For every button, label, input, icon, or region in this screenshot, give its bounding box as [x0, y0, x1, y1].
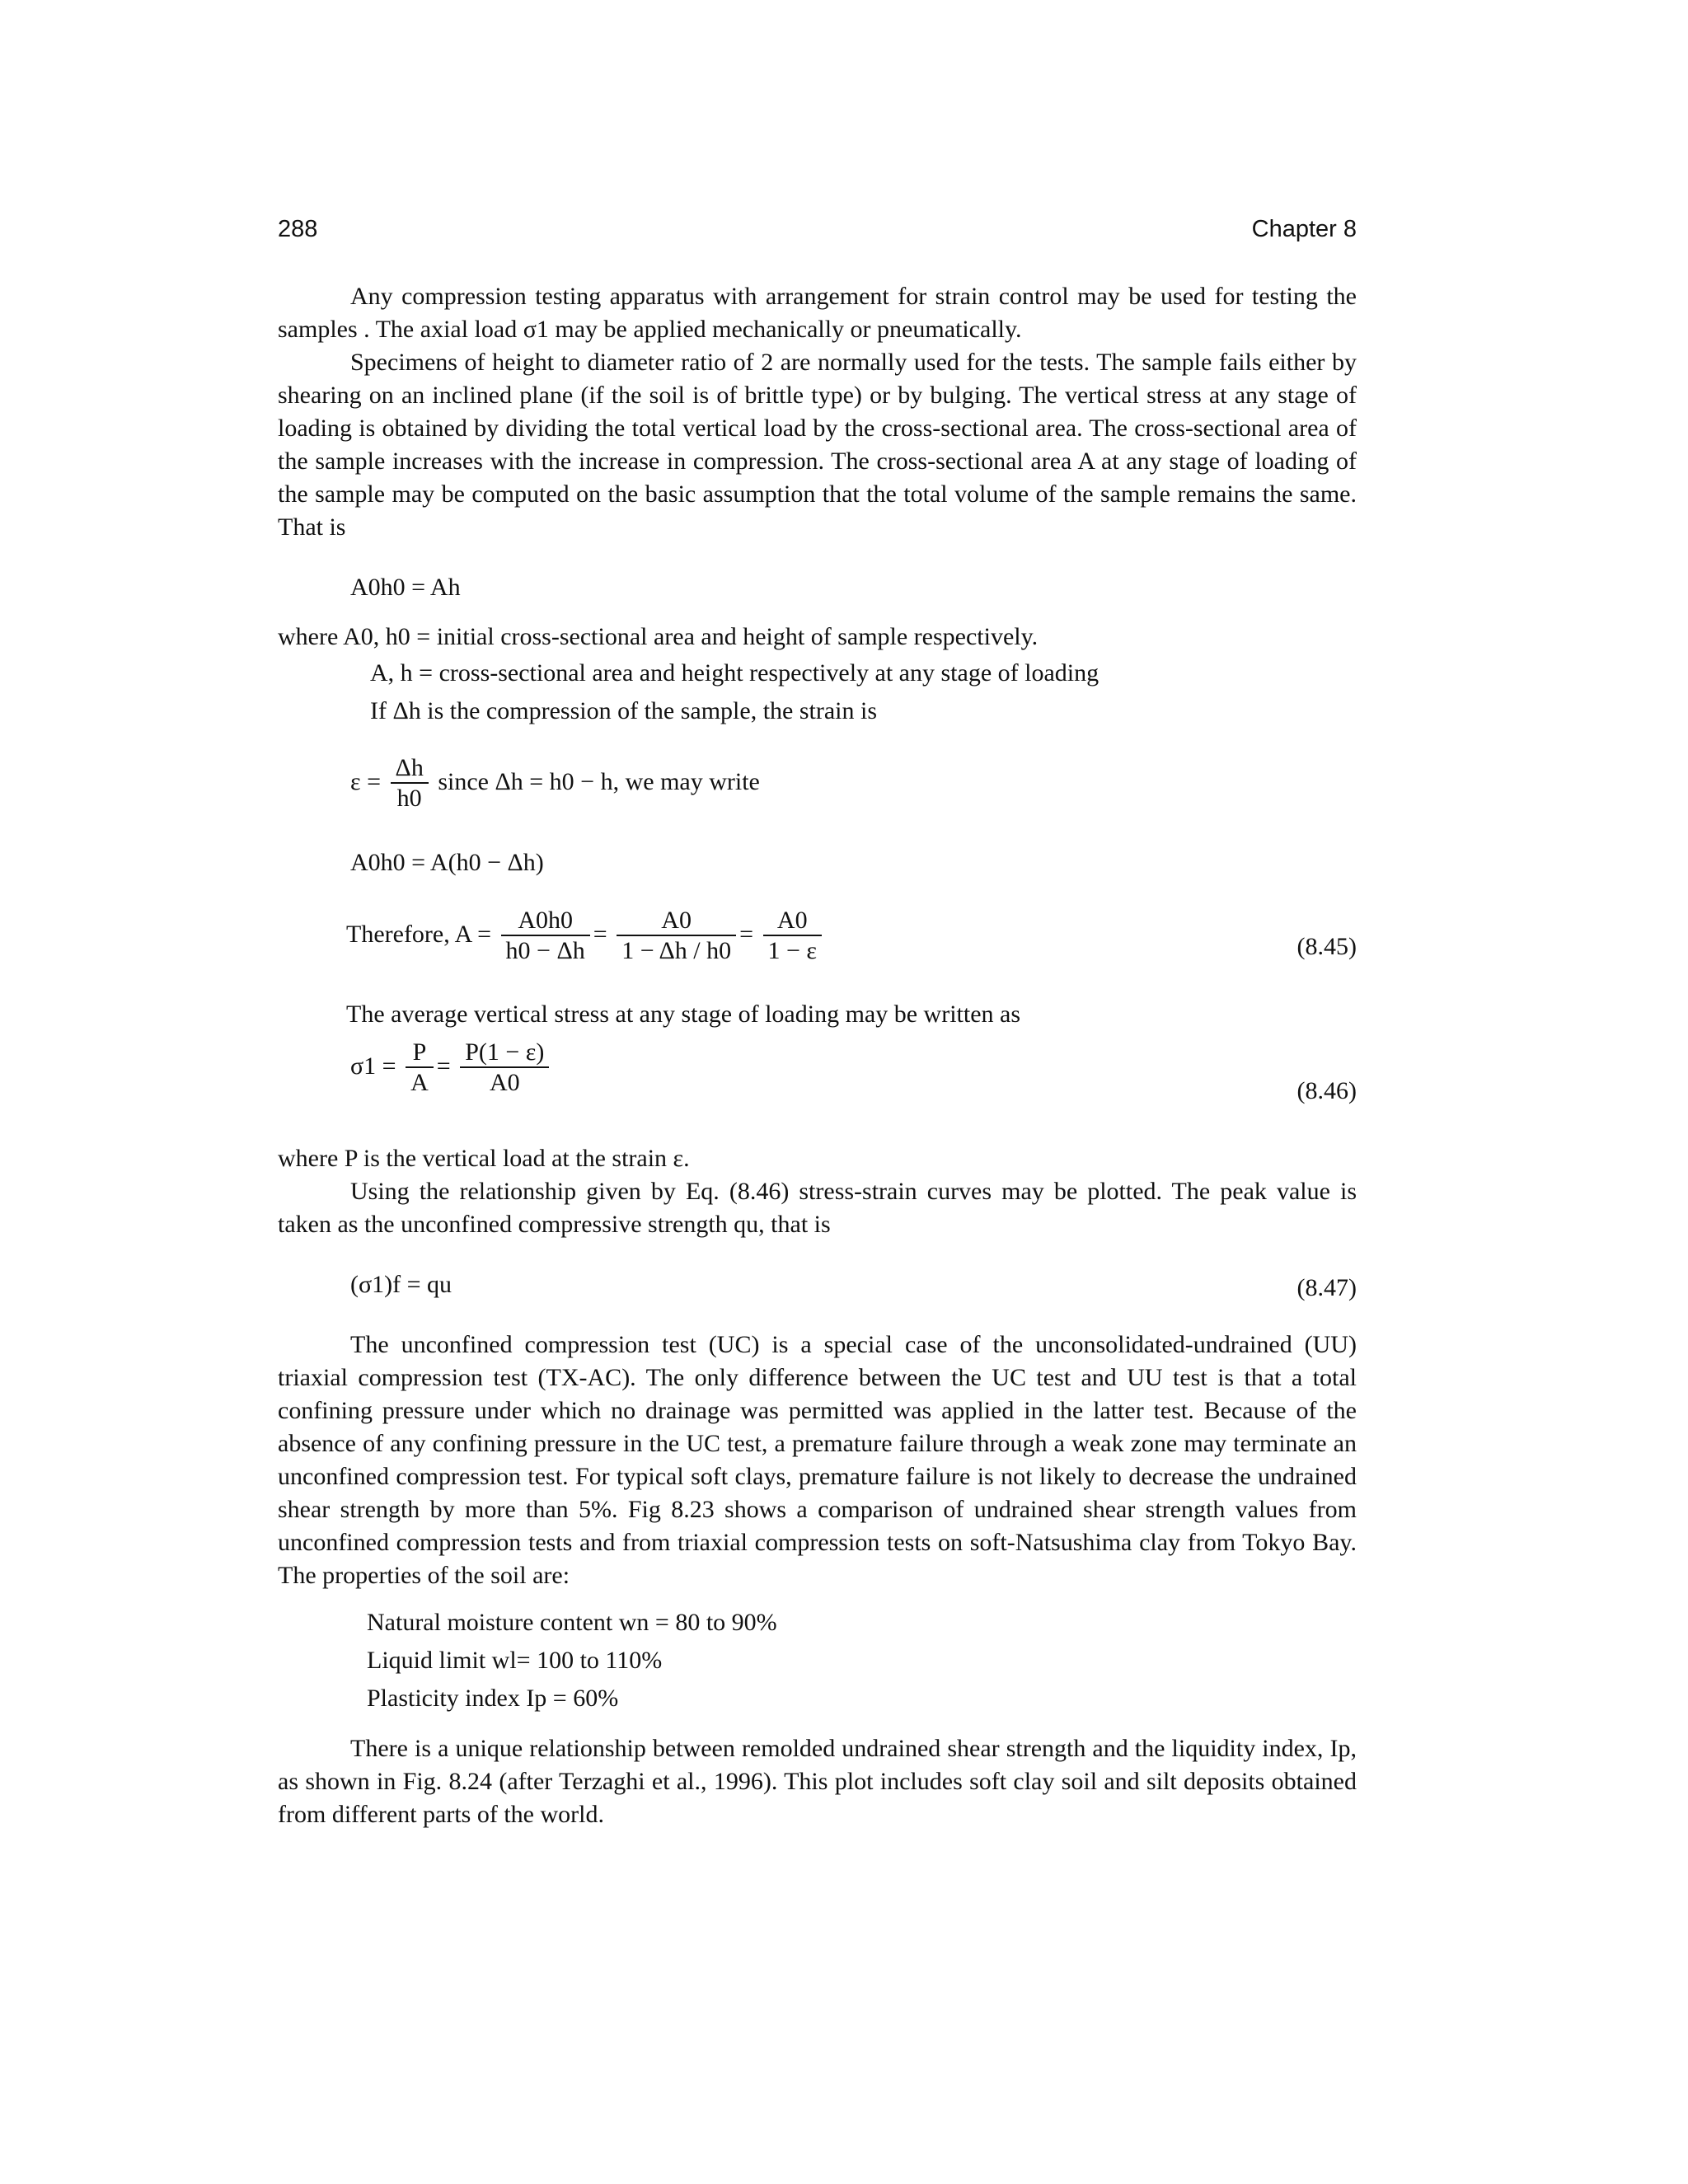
strain-lhs: ε = — [350, 767, 382, 795]
stress-f2-num: P(1 − ε) — [460, 1038, 549, 1068]
intro-paragraphs — [278, 280, 1357, 544]
paragraph-peak-value: Using the relationship given by Eq. (8.46) stress-strain curves may be plotted. The peak value is taken as the unconfined compressive strength qu, that is — [278, 1178, 1357, 1238]
strain-since: since Δh = h0 − h, we may write — [438, 767, 760, 795]
equation-8-46: σ1 = $\frac{P}{A}$ = $\frac{P(1 - \varepsilon)}{A0}$ — [350, 1038, 552, 1098]
page-number: 288 — [278, 216, 318, 242]
equation-8-45: Therefore, A = $\frac{A0h0}{h0 - \Delta h}$ = $\frac{A0}{1 - \Delta h / h0}$ = $\frac{A0}{1 - \varepsilon}$ — [346, 907, 825, 966]
equation-strain — [350, 754, 760, 813]
equation-number-8-45: (8.45) — [1296, 933, 1357, 960]
equation-volume: A0h0 = Ah — [350, 574, 461, 601]
property-plasticity: Plasticity index Ip = 60% — [367, 1685, 619, 1712]
paragraph-specimens: Specimens of height to diameter ratio of 2 are normally used for the tests. The sample fails either by shearing on an inclined plane (if the soil is of brittle type) or by bulging. The vertical stress at any stage of loading is obtained by dividing the total vertical load by the cross-sectional area. The cross-sectional area of the sample increases with the increase in compression. The cross-sectional area A at any stage of loading of the sample may be computed on the basic assumption that the total volume of the sample remains the same. That is — [278, 349, 1357, 541]
strain-fraction — [391, 754, 429, 813]
strain-denominator: h0 — [396, 785, 422, 812]
average-stress-intro: The average vertical stress at any stage of loading may be written as — [346, 1001, 1021, 1028]
area-fraction-1 — [501, 907, 590, 966]
stress-f1-num: P — [406, 1038, 434, 1068]
property-moisture: Natural moisture content wn = 80 to 90% — [367, 1609, 777, 1636]
property-liquid-limit: Liquid limit wl= 100 to 110% — [367, 1647, 663, 1674]
area-f2-num: A0 — [617, 907, 736, 936]
equation-8-47: (σ1)f = qu — [350, 1271, 452, 1298]
uc-test-section — [278, 1329, 1357, 1592]
equation-number-8-46: (8.46) — [1296, 1077, 1357, 1104]
stress-lhs: σ1 = — [350, 1052, 396, 1080]
area-fraction-3 — [763, 907, 823, 966]
area-fraction-2 — [617, 907, 736, 966]
where-current: A, h = cross-sectional area and height respectively at any stage of loading — [370, 659, 1100, 687]
area-f3-den: 1 − ε — [767, 937, 818, 964]
chapter-heading: Chapter 8 — [1251, 216, 1357, 242]
paragraph-uc-test: The unconfined compression test (UC) is a special case of the unconsolidated-undrained (UU) triaxial compression test (TX-AC). The only difference between the UC test and UU test is that a total confining pressure under which no drainage was permitted was applied in the latter test. Because of the absence of any confining pressure in the UC test, a premature failure through a weak zone may terminate an unconfined compression test. For typical soft clays, premature failure is not likely to decrease the undrained shear strength by more than 5%. Fig 8.23 shows a comparison of undrained shear strength values from unconfined compression tests and from triaxial compression tests on soft-Natsushima clay from Tokyo Bay. The properties of the soil are: — [278, 1331, 1357, 1589]
area-lhs: A = — [454, 920, 492, 948]
where-initial: where A0, h0 = initial cross-sectional area and height of sample respectively. — [278, 623, 1039, 650]
equation-area-relation: A0h0 = A(h0 − Δh) — [350, 849, 544, 876]
paragraph-apparatus: Any compression testing apparatus with arrangement for strain control may be used for testing the samples . The axial load σ1 may be applied mechanically or pneumatically. — [278, 283, 1357, 343]
stress-fraction-2 — [460, 1038, 549, 1098]
therefore-label: Therefore, — [346, 920, 450, 948]
stress-fraction-1 — [406, 1038, 434, 1098]
strain-numerator: Δh — [391, 754, 429, 784]
paragraph-liquidity: There is a unique relationship between remolded undrained shear strength and the liquidity index, Ip, as shown in Fig. 8.24 (after Terzaghi et al., 1996). This plot includes soft clay soil and silt deposits obtained from different parts of the world. — [278, 1735, 1357, 1828]
stress-f1-den: A — [410, 1069, 429, 1096]
liquidity-section — [278, 1732, 1357, 1831]
strain-intro: If Δh is the compression of the sample, the strain is — [370, 697, 877, 724]
area-f1-den: h0 − Δh — [505, 937, 585, 964]
area-f3-num: A0 — [763, 907, 823, 936]
equation-number-8-47: (8.47) — [1296, 1274, 1357, 1301]
stress-strain-paragraphs — [278, 1142, 1357, 1241]
area-f2-den: 1 − Δh / h0 — [621, 937, 732, 964]
area-f1-num: A0h0 — [501, 907, 590, 936]
stress-f2-den: A0 — [489, 1069, 520, 1096]
where-load: where P is the vertical load at the strain ε. — [278, 1145, 690, 1172]
